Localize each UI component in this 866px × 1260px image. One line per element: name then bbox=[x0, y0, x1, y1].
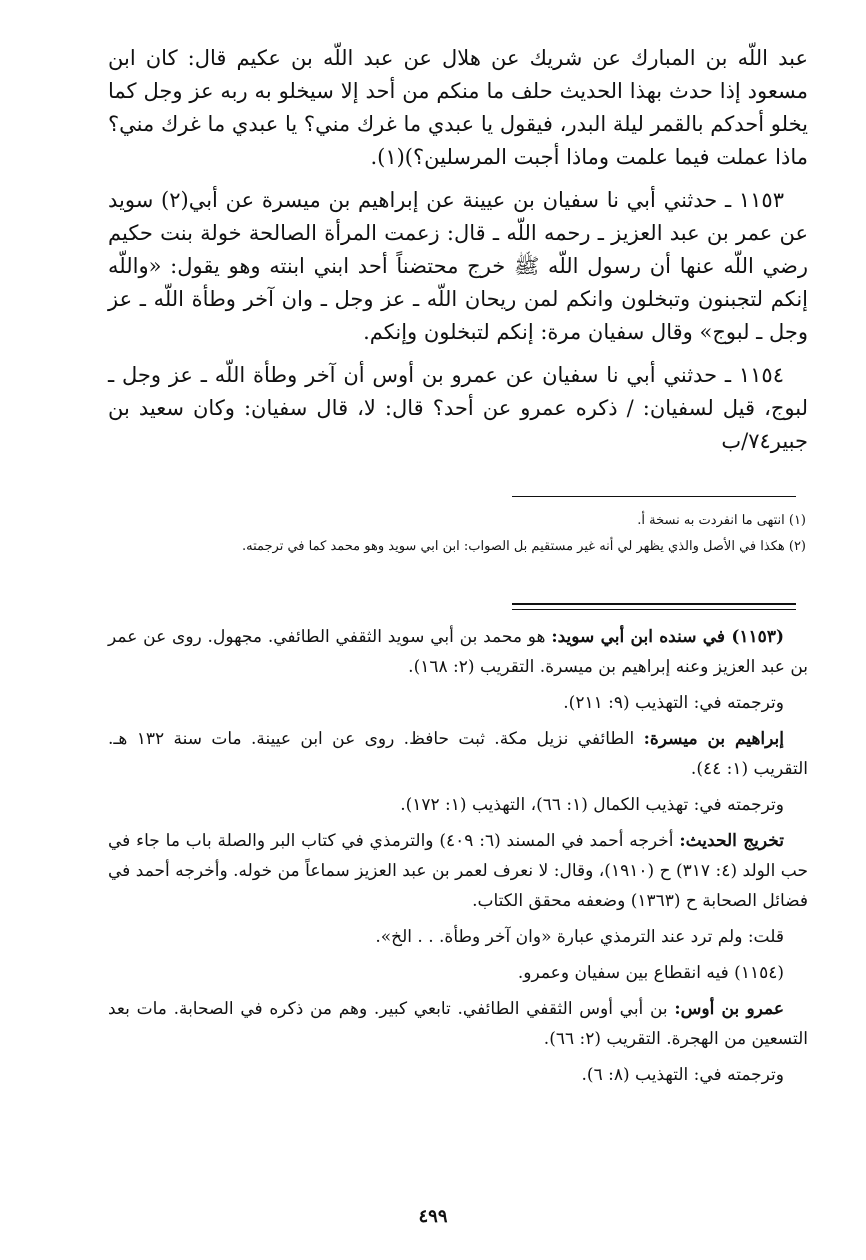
commentary-amr: عمرو بن أوس: بن أبي أوس الثقفي الطائفي. تابعي كبير. وهم من ذكره في الصحابة. مات بعد التسعين من الهجرة. التقريب (٢: ٦٦). bbox=[108, 999, 808, 1049]
footnote-1: (١) انتهى ما انفردت به نسخة أ. bbox=[637, 513, 806, 528]
main-text bbox=[108, 42, 808, 458]
commentary-heading: عمرو بن أوس: bbox=[674, 999, 784, 1019]
commentary-note: قلت: ولم ترد عند الترمذي عبارة «وان آخر وطأة. . . الخ». bbox=[375, 927, 784, 947]
commentary-takhrij: تخريج الحديث: أخرجه أحمد في المسند (٦: ٤٠٩) والترمذي في كتاب البر والصلة باب ما جاء في حب الولد (٤: ٣١٧) ح (١٩١٠)، وقال: لا نعرف لعمر بن عبد العزيز سماعاً من خوله. وأخرجه أحمد في فضائل الصحابة ح (١٣٦٣) وضعفه محقق الكتاب. bbox=[108, 831, 809, 911]
commentary-separator-bottom bbox=[512, 609, 796, 610]
commentary-1153-narrator: (١١٥٣) في سنده ابن أبي سويد: هو محمد بن أبي سويد الثقفي الطائفي. مجهول. روى عن عمر بن عبد العزيز وعنه إبراهيم بن ميسرة. التقريب (٢: ١٦٨). bbox=[108, 627, 808, 677]
footnote-separator bbox=[512, 496, 796, 497]
page-number: ٤٩٩ bbox=[418, 1206, 448, 1227]
hadith-paragraph-1154: ١١٥٤ ـ حدثني أبي نا سفيان عن عمرو بن أوس أن آخر وطأة اللّه ـ عز وجل ـ لبوج، قيل لسفيان: / ذكره عمرو عن أحد؟ قال: لا، قال سفيان: وكان سعيد بن جبير٧٤/ب bbox=[108, 363, 808, 453]
commentary-heading: إبراهيم بن ميسرة: bbox=[643, 729, 784, 749]
commentary-ibrahim-reference: وترجمته في: تهذيب الكمال (١: ٦٦)، التهذيب (١: ١٧٢). bbox=[400, 795, 784, 815]
commentary-1154: (١١٥٤) فيه انقطاع بين سفيان وعمرو. bbox=[517, 963, 784, 983]
footnote-2: (٢) هكذا في الأصل والذي يظهر لي أنه غير مستقيم بل الصواب: ابن ابي سويد وهو محمد كما في ترجمته. bbox=[241, 539, 806, 554]
hadith-paragraph-1153: ١١٥٣ ـ حدثني أبي نا سفيان بن عيينة عن إبراهيم بن ميسرة عن أبي(٢) سويد عن عمر بن عبد العزيز ـ رحمه اللّه ـ قال: زعمت المرأة الصالحة خولة بنت حكيم رضي اللّه عنها أن رسول اللّه ﷺ خرج محتضناً أحد ابني ابنته وهو يقول: «واللّه إنكم لتجبنون وتبخلون وانكم لمن ريحان اللّه ـ عز وجل ـ وان آخر وطأة اللّه ـ عز وجل ـ لبوج» وقال سفيان مرة: إنكم لتبخلون وإنكم. bbox=[108, 188, 808, 344]
hadith-paragraph-continuation: عبد اللّه بن المبارك عن شريك عن هلال عن عبد اللّه بن عكيم قال: كان ابن مسعود إذا حدث بهذا الحديث حلف ما منكم من أحد إلا سيخلو به ربه عز وجل كما يخلو أحدكم بالقمر ليلة البدر، فيقول يا عبدي ما غرك مني؟ يا عبدي ما غرك مني؟ ماذا عملت فيما علمت وماذا أجبت المرسلين؟)(١). bbox=[108, 46, 808, 169]
commentary-heading: (١١٥٣) في سنده ابن أبي سويد: bbox=[551, 627, 784, 647]
commentary-heading: تخريج الحديث: bbox=[679, 831, 784, 851]
commentary bbox=[108, 622, 808, 1090]
commentary-ibrahim: إبراهيم بن ميسرة: الطائفي نزيل مكة. ثبت حافظ. روى عن ابن عيينة. مات سنة ١٣٢ هـ. التقريب (١: ٤٤). bbox=[108, 729, 808, 779]
footnotes bbox=[150, 508, 806, 560]
commentary-1153-reference: وترجمته في: التهذيب (٩: ٢١١). bbox=[563, 693, 784, 713]
commentary-amr-reference: وترجمته في: التهذيب (٨: ٦). bbox=[581, 1065, 784, 1085]
commentary-separator-top bbox=[512, 603, 796, 605]
